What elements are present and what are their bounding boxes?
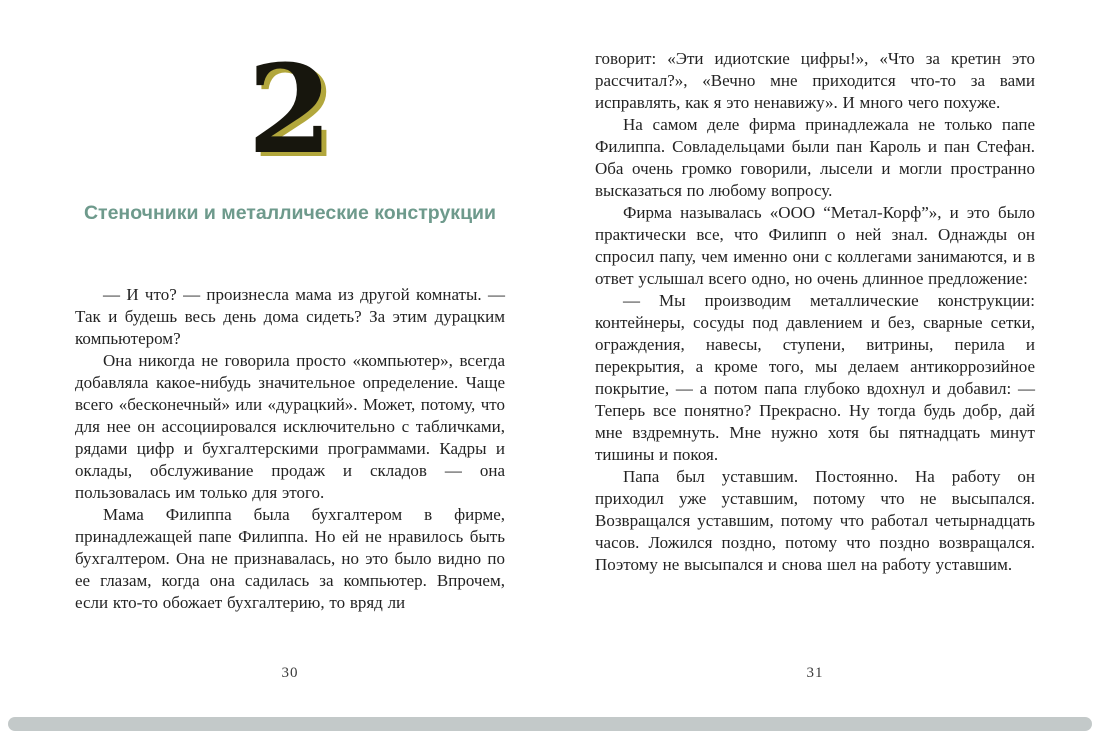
- paragraph: На самом деле фирма принадлежала не только папе Филиппа. Совладельцами были пан Кароль и пан Стефан. Оба очень громко говорили, лысели и могли пространно высказаться по любому вопросу.: [595, 115, 1035, 200]
- chapter-number: 2: [247, 37, 333, 181]
- page-number-left: 30: [281, 665, 299, 681]
- paragraph: Мама Филиппа была бухгалтером в фирме, принадлежащей папе Филиппа. Но ей не нравилось быть бухгалтером. Она не признавалась, но это было видно по ее глазам, когда она садилась за компьютер. Впрочем, если кто-то обожает бухгалтерию, то вряд ли: [75, 505, 505, 612]
- paragraph: Папа был уставшим. Постоянно. На работу он приходил уже уставшим, потому что не высыпался. Возвращался уставшим, потому что работал четырнадцать часов. Ложился поздно, потому что поздно возвращался. Поэтому не высыпался и снова шел на работу уставшим.: [595, 467, 1035, 574]
- left-page-text: [75, 284, 505, 614]
- paragraph: Фирма называлась «ООО “Метал-Корф”», и это было практически все, что Филипп о ней знал. Однажды он спросил папу, чем именно они с коллегами занимаются, и в ответ услышал всего одно, но очень длинное предложение:: [595, 203, 1035, 288]
- paragraph: — И что? — произнесла мама из другой комнаты. — Так и будешь весь день дома сидеть? За этим дурацким компьютером?: [75, 285, 505, 348]
- paragraph: Она никогда не говорила просто «компьютер», всегда добавляла какое-нибудь значительное определение. Чаще всего «бесконечный» или «дурацкий». Может, потому, что для нее он ассоциировался исключительно с табличками, рядами цифр и бухгалтерскими программами. Кадры и оклады, обслуживание продаж и складов — она пользовалась им только для этого.: [75, 351, 505, 502]
- right-page-text: [595, 48, 1035, 576]
- horizontal-scrollbar[interactable]: [8, 717, 1092, 731]
- paragraph: — Мы производим металлические конструкции: контейнеры, сосуды под давлением и без, сварные сетки, ограждения, навесы, ступени, витрины, перила и перекрытия, а кроме того, мы делаем антикоррозийное покрытие, — а потом папа глубоко вдохнул и добавил: — Теперь все понятно? Прекрасно. Ну тогда будь добр, дай мне вздремнуть. Мне нужно хотя бы пятнадцать минут тишины и покоя.: [595, 291, 1035, 464]
- paragraph: говорит: «Эти идиотские цифры!», «Что за кретин это рассчитал?», «Вечно мне приходится что-то за вами исправлять, как я это ненавижу». И много чего похуже.: [595, 49, 1035, 112]
- page-number-right: 31: [806, 665, 824, 681]
- right-page: [595, 0, 1035, 733]
- chapter-title: Стеночники и металлические конструкции: [83, 202, 497, 224]
- left-page: [75, 0, 505, 733]
